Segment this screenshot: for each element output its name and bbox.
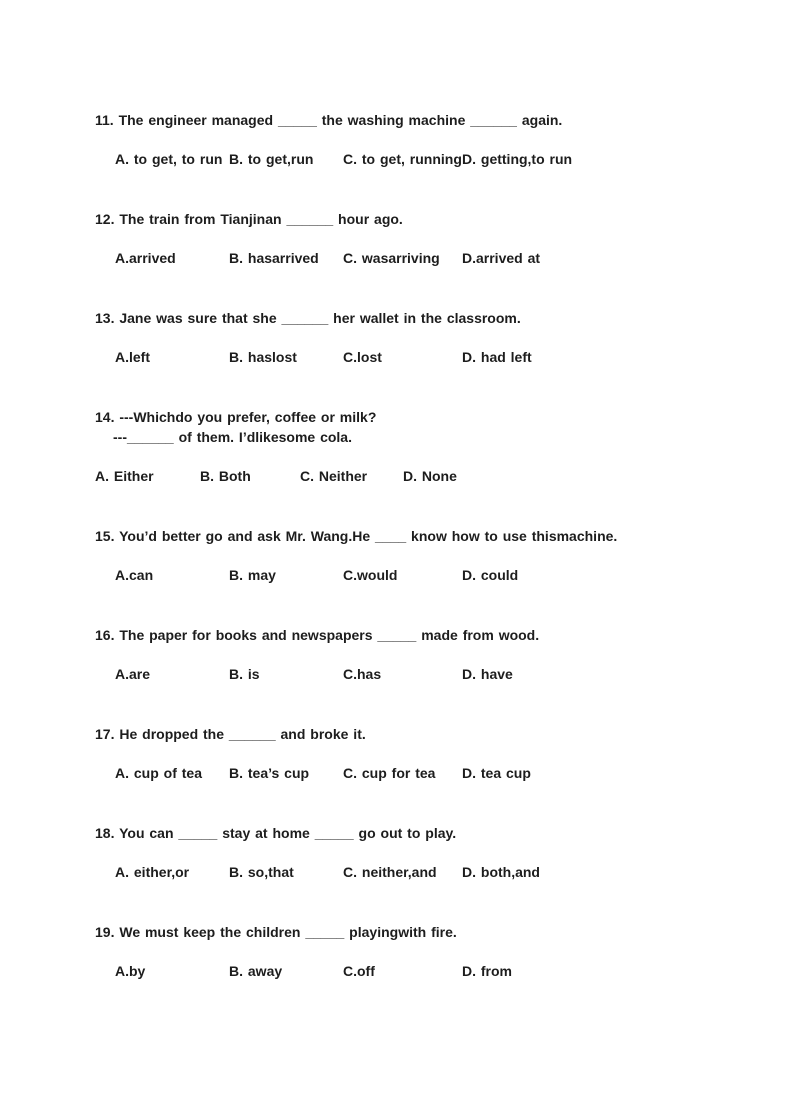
question-13-stem: 13. Jane was sure that she ______ her wallet in the classroom. (95, 310, 521, 326)
option-a: A.can (115, 567, 154, 583)
question-11-options (95, 149, 750, 169)
question-15-options (95, 565, 750, 585)
option-c: C.off (343, 963, 375, 979)
question-18-options (95, 862, 750, 882)
option-c: C. cup for tea (343, 765, 436, 781)
option-d: D. could (462, 567, 519, 583)
option-b: B. may (229, 567, 276, 583)
option-b: B. tea’s cup (229, 765, 310, 781)
question-19 (95, 922, 750, 981)
question-16 (95, 625, 750, 684)
question-19-stem: 19. We must keep the children _____ playingwith fire. (95, 924, 457, 940)
option-c: C.would (343, 567, 398, 583)
question-13 (95, 308, 750, 367)
question-16-options (95, 664, 750, 684)
option-a: A. either,or (115, 864, 190, 880)
question-15 (95, 526, 750, 585)
question-17 (95, 724, 750, 783)
question-19-options (95, 961, 750, 981)
option-a: A. to get, to run (115, 151, 223, 167)
option-a: A. cup of tea (115, 765, 203, 781)
question-11 (95, 110, 750, 169)
question-16-stem: 16. The paper for books and newspapers _____ made from wood. (95, 627, 540, 643)
option-a: A. Either (95, 468, 154, 484)
option-d: D. have (462, 666, 513, 682)
question-18-stem: 18. You can _____ stay at home _____ go out to play. (95, 825, 457, 841)
option-b: B. away (229, 963, 283, 979)
question-17-options (95, 763, 750, 783)
question-13-options (95, 347, 750, 367)
option-a: A.left (115, 349, 150, 365)
option-d: D. None (403, 468, 457, 484)
option-a: A.are (115, 666, 151, 682)
option-c: C. Neither (300, 468, 368, 484)
option-b: B. hasarrived (229, 250, 319, 266)
option-d: D.arrived at (462, 250, 541, 266)
question-14 (95, 407, 750, 486)
option-c: C. to get, running (343, 151, 462, 167)
option-c: C.has (343, 666, 382, 682)
option-d: D. tea cup (462, 765, 531, 781)
question-14-stem-line-2: ---______ of them. I’dlikesome cola. (113, 429, 352, 445)
option-b: B. to get,run (229, 151, 314, 167)
option-d: D. had left (462, 349, 532, 365)
question-17-stem: 17. He dropped the ______ and broke it. (95, 726, 366, 742)
option-b: B. haslost (229, 349, 297, 365)
option-d: D. getting,to run (462, 151, 573, 167)
option-d: D. from (462, 963, 512, 979)
option-c: C. wasarriving (343, 250, 440, 266)
question-12-stem: 12. The train from Tianjinan ______ hour ago. (95, 211, 403, 227)
question-14-stem-line-1: 14. ---Whichdo you prefer, coffee or milk? (95, 409, 377, 425)
option-a: A.arrived (115, 250, 176, 266)
question-12 (95, 209, 750, 268)
question-15-stem: 15. You’d better go and ask Mr. Wang.He ____ know how to use thismachine. (95, 528, 618, 544)
option-a: A.by (115, 963, 146, 979)
option-b: B. is (229, 666, 260, 682)
question-18 (95, 823, 750, 882)
option-b: B. so,that (229, 864, 294, 880)
question-11-stem: 11. The engineer managed _____ the washing machine ______ again. (95, 112, 563, 128)
option-c: C.lost (343, 349, 382, 365)
question-14-options (95, 466, 750, 486)
option-b: B. Both (200, 468, 251, 484)
question-12-options (95, 248, 750, 268)
option-c: C. neither,and (343, 864, 437, 880)
option-d: D. both,and (462, 864, 540, 880)
